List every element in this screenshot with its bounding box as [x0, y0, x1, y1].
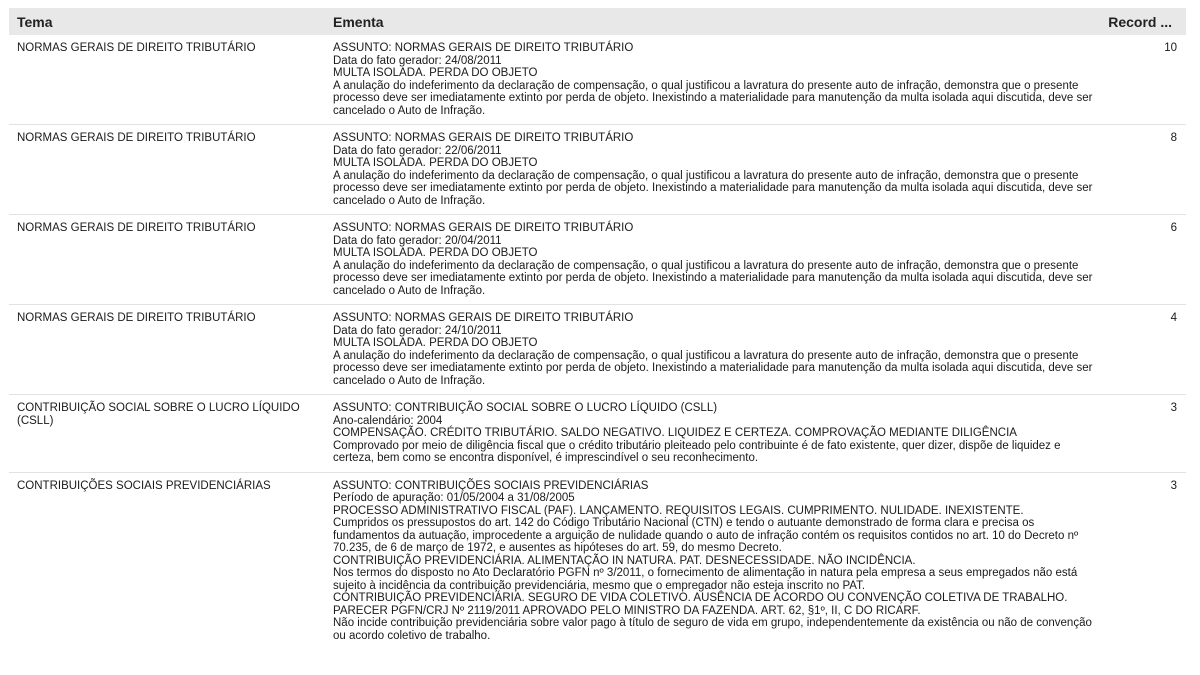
cell-tema: NORMAS GERAIS DE DIREITO TRIBUTÁRIO [17, 312, 256, 324]
cell-tema: NORMAS GERAIS DE DIREITO TRIBUTÁRIO [17, 42, 256, 54]
ementa-line: ASSUNTO: CONTRIBUIÇÕES SOCIAIS PREVIDENCIÁRIAS [333, 479, 649, 492]
ementa-line: MULTA ISOLADA. PERDA DO OBJETO [333, 157, 538, 169]
cell-tema: CONTRIBUIÇÃO SOCIAL SOBRE O LUCRO LÍQUIDO (CSLL) [17, 402, 300, 427]
ementa-line: ASSUNTO: NORMAS GERAIS DE DIREITO TRIBUTÁRIO [333, 132, 634, 144]
ementa-line: ASSUNTO: NORMAS GERAIS DE DIREITO TRIBUTÁRIO [333, 312, 634, 324]
cell-record: 8 [1170, 132, 1177, 144]
column-header-record[interactable]: Record ... [1108, 14, 1172, 30]
ementa-line: COMPENSAÇÃO. CRÉDITO TRIBUTÁRIO. SALDO NEGATIVO. LIQUIDEZ E CERTEZA. COMPROVAÇÃO MEDIANTE DILIGÊNCIA [333, 427, 1017, 439]
ementa-line: Data do fato gerador: 20/04/2011 [333, 234, 502, 247]
table-row[interactable] [9, 473, 1186, 650]
results-table [9, 8, 1186, 649]
cell-ementa [333, 35, 1101, 124]
ementa-line: Data do fato gerador: 24/08/2011 [333, 54, 502, 67]
column-header-tema[interactable]: Tema [17, 14, 53, 30]
cell-ementa [333, 395, 1101, 472]
table-row[interactable] [9, 215, 1186, 305]
cell-ementa [333, 215, 1101, 304]
cell-tema: NORMAS GERAIS DE DIREITO TRIBUTÁRIO [17, 132, 256, 144]
table-row[interactable] [9, 395, 1186, 473]
ementa-line: Data do fato gerador: 22/06/2011 [333, 144, 502, 157]
cell-record: 3 [1170, 479, 1177, 492]
ementa-line: PROCESSO ADMINISTRATIVO FISCAL (PAF). LANÇAMENTO. REQUISITOS LEGAIS. CUMPRIMENTO. NULIDADE. INEXISTENTE. [333, 504, 1024, 517]
ementa-line: A anulação do indeferimento da declaração de compensação, o qual justificou a lavratura do presente auto de infração, demonstra que o presente processo deve ser imediatamente extinto por perda de objeto. Inexistindo a materialidade para manutenção da multa isolada aqui discutida, deve ser cancelado o Auto de Infração. [333, 349, 1093, 387]
cell-ementa [333, 125, 1101, 214]
ementa-line: Ano-calendário: 2004 [333, 414, 443, 427]
ementa-line: CONTRIBUIÇÃO PREVIDENCIÁRIA. ALIMENTAÇÃO IN NATURA. PAT. DESNECESSIDADE. NÃO INCIDÊNCIA. [333, 554, 916, 567]
ementa-line: MULTA ISOLADA. PERDA DO OBJETO [333, 337, 538, 349]
ementa-line: Cumpridos os pressupostos do art. 142 do Código Tributário Nacional (CTN) e tendo o autuante demonstrado de forma clara e precisa os fundamentos da autuação, improcedente a arguição de nulidade quando o auto de infração contém os requisitos contidos no art. 10 do Decreto nº 70.235, de 6 de março de 1972, e ausentes as hipóteses do art. 59, do mesmo Decreto. [333, 517, 1079, 554]
column-header-ementa[interactable]: Ementa [333, 14, 384, 30]
table-row[interactable] [9, 305, 1186, 395]
cell-record: 4 [1170, 312, 1177, 324]
ementa-line: A anulação do indeferimento da declaração de compensação, o qual justificou a lavratura do presente auto de infração, demonstra que o presente processo deve ser imediatamente extinto por perda de objeto. Inexistindo a materialidade para manutenção da multa isolada aqui discutida, deve ser cancelado o Auto de Infração. [333, 169, 1093, 207]
table-row[interactable] [9, 35, 1186, 125]
table-row[interactable] [9, 125, 1186, 215]
ementa-line: Período de apuração: 01/05/2004 a 31/08/2005 [333, 492, 575, 504]
cell-ementa [333, 305, 1101, 394]
ementa-line: CONTRIBUIÇÃO PREVIDENCIÁRIA. SEGURO DE VIDA COLETIVO. AUSÊNCIA DE ACORDO OU CONVENÇÃO COLETIVA DE TRABALHO. PARECER PGFN/CRJ Nº 2119/2011 APROVADO PELO MINISTRO DA FAZENDA. ART. 62, §1º, II, C DO RICARF. [333, 592, 1068, 617]
ementa-line: Nos termos do disposto no Ato Declaratório PGFN nº 3/2011, o fornecimento de alimentação in natura pela empresa a seus empregados não está sujeito à incidência da contribuição previdenciária, mesmo que o empregador não esteja inscrito no PAT. [333, 567, 1078, 592]
ementa-line: ASSUNTO: NORMAS GERAIS DE DIREITO TRIBUTÁRIO [333, 42, 634, 54]
ementa-line: MULTA ISOLADA. PERDA DO OBJETO [333, 247, 538, 259]
ementa-line: A anulação do indeferimento da declaração de compensação, o qual justificou a lavratura do presente auto de infração, demonstra que o presente processo deve ser imediatamente extinto por perda de objeto. Inexistindo a materialidade para manutenção da multa isolada aqui discutida, deve ser cancelado o Auto de Infração. [333, 259, 1093, 297]
cell-record: 10 [1164, 42, 1177, 54]
cell-ementa [333, 473, 1101, 650]
cell-tema: NORMAS GERAIS DE DIREITO TRIBUTÁRIO [17, 222, 256, 234]
ementa-line: Não incide contribuição previdenciária sobre valor pago à título de seguro de vida em grupo, independentemente da existência ou não de convenção ou acordo coletivo de trabalho. [333, 617, 1092, 642]
cell-record: 6 [1170, 222, 1177, 234]
cell-tema: CONTRIBUIÇÕES SOCIAIS PREVIDENCIÁRIAS [17, 479, 271, 492]
ementa-line: A anulação do indeferimento da declaração de compensação, o qual justificou a lavratura do presente auto de infração, demonstra que o presente processo deve ser imediatamente extinto por perda de objeto. Inexistindo a materialidade para manutenção da multa isolada aqui discutida, deve ser cancelado o Auto de Infração. [333, 79, 1093, 117]
ementa-line: ASSUNTO: NORMAS GERAIS DE DIREITO TRIBUTÁRIO [333, 222, 634, 234]
cell-record: 3 [1170, 402, 1177, 414]
ementa-line: ASSUNTO: CONTRIBUIÇÃO SOCIAL SOBRE O LUCRO LÍQUIDO (CSLL) [333, 402, 718, 414]
ementa-line: Comprovado por meio de diligência fiscal que o crédito tributário pleiteado pelo contribuinte é de fato existente, quer dizer, dispõe de liquidez e certeza, bem como se encontra disponível, é imprescindível o seu reconhecimento. [333, 439, 1061, 464]
table-header [9, 8, 1186, 35]
ementa-line: Data do fato gerador: 24/10/2011 [333, 324, 502, 337]
ementa-line: MULTA ISOLADA. PERDA DO OBJETO [333, 67, 538, 79]
